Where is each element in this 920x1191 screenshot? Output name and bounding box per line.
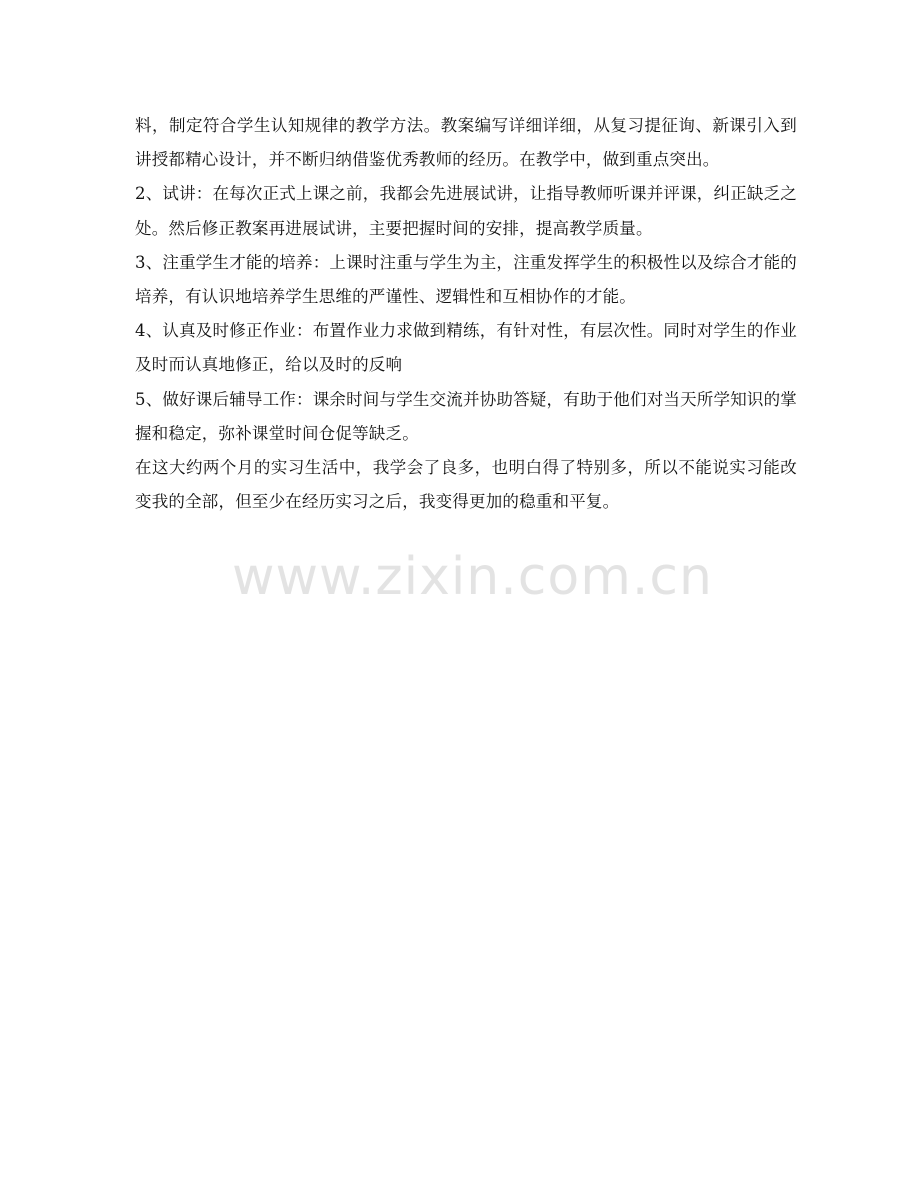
watermark: www.zixin.com.cn — [232, 547, 713, 607]
paragraph-trial-lecture: 2、试讲：在每次正式上课之前，我都会先进展试讲，让指导教师听课并评课，纠正缺乏之处。然后修正教案再进展试讲，主要把握时间的安排，提高教学质量。 — [135, 184, 797, 238]
paragraph-teaching-method: 料，制定符合学生认知规律的教学方法。教案编写详细详细，从复习提征询、新课引入到讲授都精心设计，并不断归纳借鉴优秀教师的经历。在教学中，做到重点突出。 — [135, 116, 797, 170]
paragraph-after-class-tutoring: 5、做好课后辅导工作：课余时间与学生交流并协助答疑，有助于他们对当天所学知识的掌握和稳定，弥补课堂时间仓促等缺乏。 — [135, 389, 797, 443]
paragraph-homework-correction: 4、认真及时修正作业：布置作业力求做到精练，有针对性，有层次性。同时对学生的作业及时而认真地修正，给以及时的反响 — [135, 321, 797, 375]
document-body — [135, 109, 797, 519]
paragraph-ability-training: 3、注重学生才能的培养：上课时注重与学生为主，注重发挥学生的积极性以及综合才能的培养，有认识地培养学生思维的严谨性、逻辑性和互相协作的才能。 — [135, 252, 797, 307]
paragraph-conclusion: 在这大约两个月的实习生活中，我学会了良多，也明白得了特别多，所以不能说实习能改变我的全部，但至少在经历实习之后，我变得更加的稳重和平复。 — [135, 458, 797, 512]
